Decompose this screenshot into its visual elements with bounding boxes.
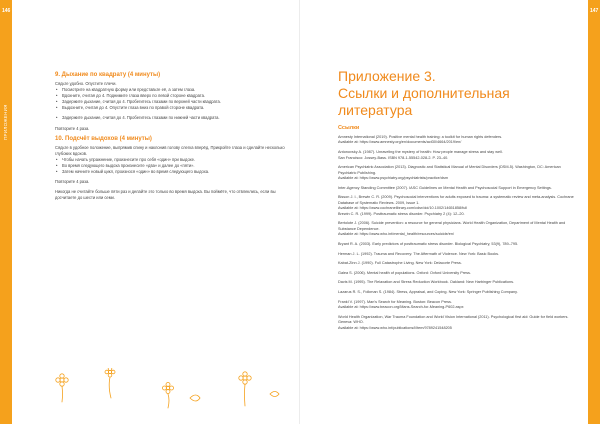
references-heading: Ссылки (338, 125, 360, 131)
section-10-outro: Никогда не считайте больше пяти раз и делайте это только во время выдоха. Вы поймёте, что отвлеклись, если вы досчитаете до шести или семи. (55, 189, 276, 201)
reference-line: Antonovsky A. (1987). Unraveling the mystery of health: How people manage stress and stay well. (338, 150, 503, 155)
leaf-icon (270, 392, 279, 397)
reference-list (338, 135, 578, 331)
reference-line: San Francisco: Jossey-Bass. ISBN 978-1-55542-028-2. P. 23–40. (338, 155, 449, 160)
reference-entry (338, 165, 578, 181)
flower-doodles (40, 368, 290, 413)
reference-entry (338, 261, 578, 266)
leaf-icon (190, 395, 200, 401)
reference-line: Available at: https://www.who.int/publications/i/item/9789241548205 (338, 325, 452, 330)
flower-icon (56, 374, 68, 402)
section-9-title: 9. Дыхание по квадрату (4 минуты) (55, 72, 161, 78)
reference-line: Available at: https://www.psychiatry.org/psychiatrists/practice/dsm (338, 176, 449, 181)
section-10-bullet: • Затем начните новый цикл, произнося «один» во время следующего выдоха. (55, 169, 297, 175)
appendix-title (338, 68, 578, 119)
right-page-number: 147 (590, 8, 599, 14)
reference-entry (338, 315, 578, 331)
section-10-bullet: • Во время следующего выдоха произнесите «два» и далее до «пяти». (55, 163, 297, 169)
reference-line: American Psychiatric Association (2013). Diagnostic and Statistical Manual of Mental Disorders (DSM-5). Washington, DC: American Psychiatric Publishing. (338, 165, 561, 175)
section-9-bullet: • Задержите дыхание, считая до 4. Пробегитесь глазами по нижней части квадрата. (55, 115, 297, 121)
flower-icon (105, 368, 115, 398)
section-10-bullet: • Чтобы начать упражнение, произнесите про себя «один» при выдохе. (55, 157, 297, 163)
reference-line: Herman J. L. (1992). Trauma and Recovery: The Aftermath of Violence. New York: Basic Books. (338, 251, 500, 256)
side-label: ПРИЛОЖЕНИЯ (3, 104, 8, 140)
reference-line: Bryant R. A. (2003). Early predictors of posttraumatic stress disorder. Biological Psychiatry, 53(9), 789–795. (338, 241, 519, 246)
reference-line: Kabat-Zinn J. (1990). Full Catastrophe Living. New York: Delacorte Press. (338, 261, 462, 266)
reference-line: Galea S. (2006). Mental health of populations. Oxford: Oxford University Press. (338, 270, 471, 275)
left-content (55, 72, 297, 201)
appendix-title-line: Приложение 3. (338, 68, 436, 84)
reference-entry (338, 186, 578, 191)
section-9-bullet: • Выдохните, считая до 4. Опустите глаза вниз по правой стороне квадрата. (55, 105, 297, 111)
reference-line: Available at: https://www.who.int/mental_health/resources/suicide/en/ (338, 232, 455, 237)
left-page-number: 146 (2, 8, 11, 14)
section-10-title: 10. Подсчёт выдохов (4 минуты) (55, 135, 152, 142)
left-edge-bar (0, 0, 12, 424)
reference-line: Amnesty International (2019). Positive mental health training: a toolkit for human rights defenders. (338, 135, 503, 139)
section-10-intro: Сядьте в удобное положение, выпрямив спину и наклонив голову слегка вперёд. Прикройте глаза и сделайте несколько глубоких вдохов. (55, 144, 285, 156)
reference-line: Available at: https://www.amnesty.org/en/documents/act30/4664/2019/en/ (338, 140, 462, 145)
reference-entry (338, 135, 578, 146)
section-9-bullet: • Вдохните, считая до 4. Поднимите глаза вверх по левой стороне квадрата. (55, 93, 297, 99)
section-9-bullet: • Задержите дыхание, считая до 4. Пробегитесь глазами по верхней части квадрата. (55, 99, 297, 105)
reference-line: Bisson J. I., Brewin C. R. (2009). Psychosocial interventions for adults exposed to trauma: a systematic review and meta-analysis. Cochrane Database of Systematic Reviews. 2009, Issue 1. (338, 195, 574, 205)
reference-entry (338, 271, 578, 276)
reference-entry (338, 290, 578, 295)
section-10-repeat: Повторите 4 раза. (55, 179, 90, 185)
reference-entry (338, 150, 578, 161)
right-content (338, 68, 578, 335)
reference-line: Available at: https://www.cochranelibrary.com/cdsr/doi/10.1002/14651858/full (338, 206, 468, 211)
section-9-bullet: • Посмотрите на квадратную форму или представьте её, а затем глаза. (55, 87, 297, 93)
reference-line: Frankl V. (1997). Man’s Search for Meaning. Boston: Beacon Press. (338, 299, 452, 304)
reference-entry (338, 280, 578, 285)
section-9-repeat: Повторите 4 раза. (55, 125, 90, 131)
right-edge-bar (588, 0, 600, 424)
reference-line: Brewin C. R. (1999). Posttraumatic stress disorder. Psychiatry 2 (4): 12–20. (338, 211, 465, 216)
section-9-intro: Сядьте удобно. Опустите плечи. (55, 81, 117, 86)
reference-line: Bertolote J. (2006). Suicide prevention: a resource for general physicians. World Health Organization, Department of Mental Health and Substance Dependence. (338, 221, 566, 231)
reference-entry (338, 195, 578, 217)
reference-line: Lazarus R. S., Folkman S. (1984). Stress, Appraisal, and Coping. New York: Springer Publishing Company. (338, 290, 518, 295)
reference-entry (338, 242, 578, 247)
reference-line: Available at: https://www.beacon.org/Mans-Search-for-Meaning-P602.aspx (338, 305, 464, 310)
flower-icon (239, 372, 251, 406)
reference-entry (338, 221, 578, 237)
appendix-title-line: литература (338, 102, 413, 118)
reference-entry (338, 300, 578, 311)
reference-line: Inter-Agency Standing Committee (2007). IASC Guidelines on Mental Health and Psychosocial Support in Emergency Settings. (338, 185, 552, 190)
reference-line: Davis M. (1995). The Relaxation and Stress Reduction Workbook. Oakland: New Harbinger Publications. (338, 280, 515, 285)
appendix-title-line: Ссылки и дополнительная (338, 85, 510, 101)
flower-icon (163, 383, 174, 409)
reference-line: World Health Organization, War Trauma Foundation and World Vision International (2011). Psychological first aid: Guide for field workers. Geneva: WHO. (338, 314, 569, 325)
reference-entry (338, 252, 578, 257)
